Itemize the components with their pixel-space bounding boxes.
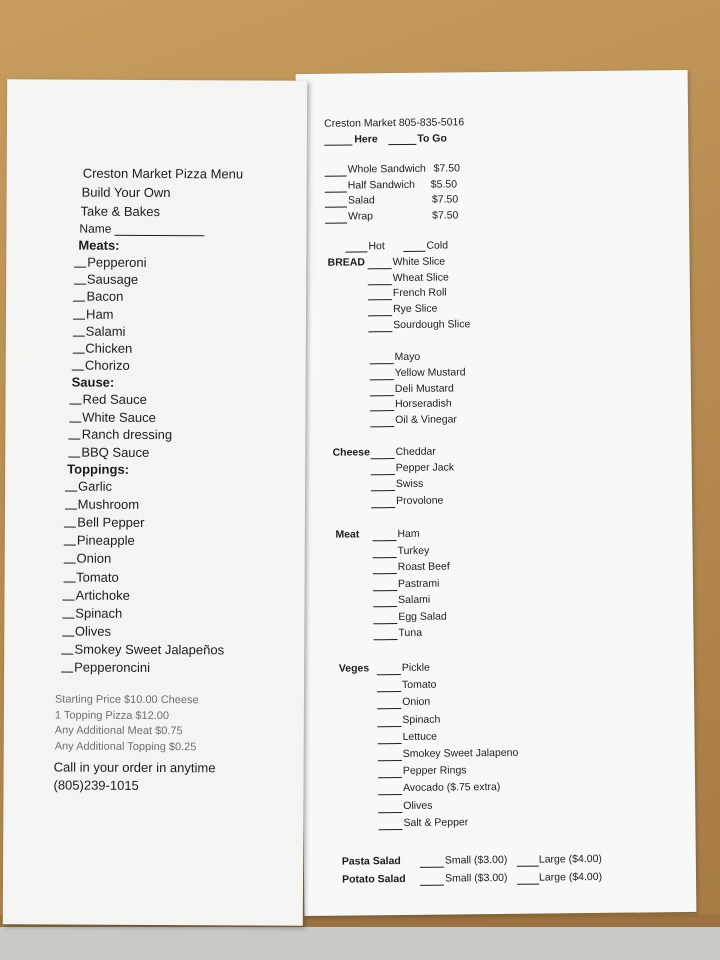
vege-item-6: Pepper Rings xyxy=(402,764,467,778)
call-in-line: Call in your order in anytime xyxy=(53,759,216,776)
checkbox-blank[interactable] xyxy=(372,540,396,541)
vege-item-3: Spinach xyxy=(402,713,441,726)
checkbox-blank[interactable] xyxy=(378,794,402,795)
build-your-own: Build Your Own xyxy=(81,184,171,201)
bread-item-1: Wheat Slice xyxy=(392,271,449,284)
checkbox-blank[interactable] xyxy=(420,885,444,886)
checkbox-blank[interactable] xyxy=(325,191,347,192)
side-name-0: Pasta Salad xyxy=(341,855,401,868)
checkbox-blank[interactable] xyxy=(73,335,85,336)
topping-item-9: Smokey Sweet Jalapeños xyxy=(74,641,225,658)
checkbox-blank[interactable] xyxy=(420,867,444,868)
meat-item-1: Turkey xyxy=(397,544,430,557)
vege-item-9: Salt & Pepper xyxy=(403,816,469,829)
sauce-item-2: Ranch dressing xyxy=(81,426,173,443)
checkbox-blank[interactable] xyxy=(63,581,75,582)
price-line-3: Any Additional Topping $0.25 xyxy=(54,740,197,754)
condiment-item-1: Yellow Mustard xyxy=(394,366,466,379)
pizza-menu-sheet xyxy=(3,79,307,926)
pizza-meat-item-6: Chorizo xyxy=(84,357,130,374)
price-line-1: 1 Topping Pizza $12.00 xyxy=(54,709,170,722)
checkbox-blank[interactable] xyxy=(69,439,81,440)
checkbox-blank[interactable] xyxy=(517,866,539,867)
sauce-item-1: White Sauce xyxy=(82,409,156,425)
checkbox-blank[interactable] xyxy=(370,426,394,427)
checkbox-blank[interactable] xyxy=(378,760,402,761)
condiment-item-0: Mayo xyxy=(394,350,421,364)
pizza-meat-item-0: Pepperoni xyxy=(87,254,147,270)
sandwich-price-2: $7.50 xyxy=(431,193,459,206)
checkbox-blank[interactable] xyxy=(73,318,85,319)
topping-item-0: Garlic xyxy=(78,478,113,494)
checkbox-blank[interactable] xyxy=(374,639,398,640)
meat-item-5: Egg Salad xyxy=(398,610,447,623)
checkbox-blank[interactable] xyxy=(378,743,402,744)
meat-item-3: Pastrami xyxy=(397,577,440,590)
checkbox-blank[interactable] xyxy=(368,284,392,285)
price-line-2: Any Additional Meat $0.75 xyxy=(54,724,183,738)
checkbox-blank[interactable] xyxy=(378,777,402,778)
sandwich-menu-sheet xyxy=(296,70,697,916)
condiment-item-4: Oil & Vinegar xyxy=(395,413,457,427)
price-line-0: Starting Price $10.00 Cheese xyxy=(54,693,199,707)
checkbox-blank[interactable] xyxy=(517,884,539,885)
vege-item-1: Tomato xyxy=(401,678,437,692)
here-option: Here xyxy=(354,133,378,146)
sandwich-price-3: $7.50 xyxy=(432,208,459,222)
topping-item-2: Bell Pepper xyxy=(77,514,145,531)
checkbox-blank[interactable] xyxy=(69,421,81,422)
checkbox-blank[interactable] xyxy=(72,353,84,354)
pizza-meat-item-4: Salami xyxy=(85,323,126,339)
checkbox-blank[interactable] xyxy=(373,623,397,624)
cheese-label: Cheese xyxy=(332,446,370,459)
vege-item-8: Olives xyxy=(403,799,433,812)
checkbox-blank[interactable] xyxy=(368,299,392,300)
checkbox-blank[interactable] xyxy=(64,545,76,546)
checkbox-blank[interactable] xyxy=(370,363,394,364)
checkbox-blank[interactable] xyxy=(371,507,395,508)
cheese-item-0: Cheddar xyxy=(395,445,436,459)
meats-heading: Meats: xyxy=(78,237,120,253)
checkbox-blank[interactable] xyxy=(73,301,85,302)
checkbox-blank[interactable] xyxy=(371,490,395,491)
checkbox-blank[interactable] xyxy=(368,331,392,332)
bread-item-3: Rye Slice xyxy=(393,302,438,316)
sauce-item-0: Red Sauce xyxy=(82,391,147,407)
side-small-0: Small ($3.00) xyxy=(444,853,508,867)
toppings-heading: Toppings: xyxy=(67,461,130,477)
sandwich-item-0: Whole Sandwich xyxy=(347,162,426,176)
checkbox-blank[interactable] xyxy=(378,812,402,813)
checkbox-blank[interactable] xyxy=(373,590,397,591)
meat-item-6: Tuna xyxy=(398,626,423,640)
side-large-1: Large ($4.00) xyxy=(538,870,603,884)
checkbox-blank[interactable] xyxy=(370,410,394,411)
pizza-meat-item-1: Sausage xyxy=(86,271,139,288)
checkbox-blank[interactable] xyxy=(377,726,401,727)
sandwich-price-1: $5.50 xyxy=(430,177,458,191)
sandwich-item-2: Salad xyxy=(347,194,375,207)
checkbox-blank[interactable] xyxy=(70,404,82,405)
checkbox-blank[interactable] xyxy=(368,315,392,316)
take-and-bakes: Take & Bakes xyxy=(80,203,161,220)
topping-item-4: Onion xyxy=(76,550,112,567)
checkbox-blank[interactable] xyxy=(62,635,74,636)
side-small-1: Small ($3.00) xyxy=(444,871,508,885)
market-header: Creston Market 805-835-5016 xyxy=(324,116,465,130)
checkbox-blank[interactable] xyxy=(325,207,347,208)
side-large-0: Large ($4.00) xyxy=(538,852,602,866)
topping-item-7: Spinach xyxy=(75,605,123,621)
checkbox-blank[interactable] xyxy=(65,509,77,510)
checkbox-blank[interactable] xyxy=(371,458,395,459)
meat-item-4: Salami xyxy=(398,593,431,607)
condiment-item-3: Horseradish xyxy=(395,397,452,411)
condiment-item-2: Deli Mustard xyxy=(394,382,454,395)
vege-item-4: Lettuce xyxy=(402,730,438,743)
checkbox-blank[interactable] xyxy=(62,617,74,618)
checkbox-blank[interactable] xyxy=(370,379,394,380)
pizza-meat-item-2: Bacon xyxy=(86,289,124,305)
bread-label: BREAD xyxy=(327,256,365,269)
topping-item-3: Pineapple xyxy=(76,532,135,549)
sauce-item-3: BBQ Sauce xyxy=(81,444,150,460)
vege-item-0: Pickle xyxy=(401,661,430,674)
checkbox-blank[interactable] xyxy=(62,653,74,654)
checkbox-blank[interactable] xyxy=(368,268,392,269)
checkbox-blank[interactable] xyxy=(63,563,75,564)
checkbox-blank[interactable] xyxy=(325,222,347,223)
checkbox-blank[interactable] xyxy=(377,708,401,709)
cheese-item-1: Pepper Jack xyxy=(395,461,455,475)
sandwich-item-3: Wrap xyxy=(348,209,374,223)
bread-item-2: French Roll xyxy=(392,286,447,300)
veges-label: Veges xyxy=(338,662,370,675)
checkbox-blank[interactable] xyxy=(377,674,401,675)
topping-item-8: Olives xyxy=(74,623,112,639)
checkbox-blank[interactable] xyxy=(373,573,397,574)
side-name-1: Potato Salad xyxy=(341,872,406,886)
bread-item-0: White Slice xyxy=(392,255,446,269)
checkbox-blank[interactable] xyxy=(379,829,403,830)
checkbox-blank[interactable] xyxy=(373,606,397,607)
checkbox-blank[interactable] xyxy=(65,491,77,492)
name-label: Name xyxy=(79,221,112,236)
checkbox-blank[interactable] xyxy=(373,557,397,558)
topping-item-6: Artichoke xyxy=(75,587,130,603)
sause-heading: Sause: xyxy=(71,374,115,390)
hot-option: Hot xyxy=(368,240,385,253)
topping-item-10: Pepperoncini xyxy=(74,659,151,675)
meat-label: Meat xyxy=(335,528,360,541)
meat-item-0: Ham xyxy=(397,527,420,541)
vege-item-7: Avocado ($.75 extra) xyxy=(403,781,501,795)
checkbox-blank[interactable] xyxy=(72,370,84,371)
bread-item-4: Sourdough Slice xyxy=(393,318,471,331)
cheese-item-3: Provolone xyxy=(396,494,444,507)
topping-item-1: Mushroom xyxy=(77,496,140,513)
checkbox-blank[interactable] xyxy=(325,176,347,177)
checkbox-blank[interactable] xyxy=(61,672,73,673)
cheese-item-2: Swiss xyxy=(395,478,424,491)
sandwich-price-0: $7.50 xyxy=(433,162,460,175)
topping-item-5: Tomato xyxy=(76,569,119,585)
checkbox-blank[interactable] xyxy=(68,456,80,457)
pizza-meat-item-3: Ham xyxy=(86,306,114,322)
checkbox-blank[interactable] xyxy=(377,691,401,692)
checkbox-blank[interactable] xyxy=(64,527,76,528)
pizza-menu-title: Creston Market Pizza Menu xyxy=(82,165,244,182)
pizza-meat-item-5: Chicken xyxy=(85,340,133,356)
phone-number: (805)239-1015 xyxy=(53,777,139,793)
checkbox-blank[interactable] xyxy=(74,267,86,268)
checkbox-blank[interactable] xyxy=(370,395,394,396)
checkbox-blank[interactable] xyxy=(63,599,75,600)
vege-item-2: Onion xyxy=(402,696,431,709)
checkbox-blank[interactable] xyxy=(74,284,86,285)
checkbox-blank[interactable] xyxy=(371,474,395,475)
cold-option: Cold xyxy=(426,239,449,252)
sandwich-item-1: Half Sandwich xyxy=(347,178,415,192)
meat-item-2: Roast Beef xyxy=(397,560,450,574)
vege-item-5: Smokey Sweet Jalapeno xyxy=(402,746,519,760)
to-go-option: To Go xyxy=(417,132,447,145)
